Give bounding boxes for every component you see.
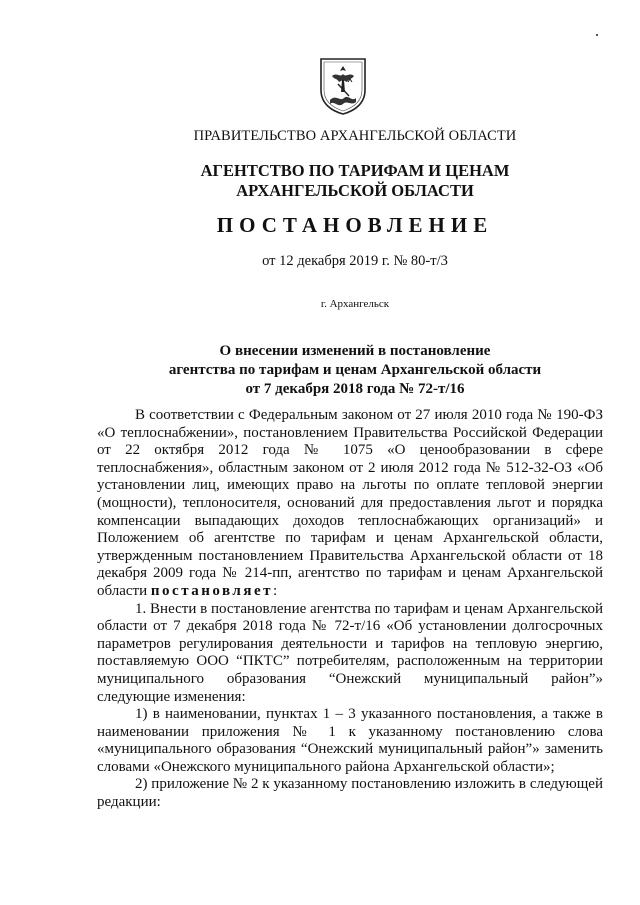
agency-name-line2: АРХАНГЕЛЬСКОЙ ОБЛАСТИ	[236, 181, 474, 200]
subitem-1-paragraph: 1) в наименовании, пунктах 1 – 3 указанного постановления, а также в наименовании приложения № 1 к указанному постановлению слова «муниципального образования “Онежский муниципальный район”» заменить словами «Онежского муниципального района Архангельской области»;	[97, 706, 603, 775]
item-1-paragraph: 1. Внести в постановление агентства по тарифам и ценам Архангельской области от 7 декабря 2018 года № 72-т/16 «Об установлении долгосрочных параметров регулирования деятельности и тарифов на тепловую энергию, поставляемую ООО “ПКТС” потребителям, расположенным на территории муниципального образования “Онежский муниципальный район”» следующие изменения:	[97, 600, 603, 705]
document-date-number: от 12 декабря 2019 г. № 80-т/3	[262, 253, 448, 269]
subject-line1: О внесении изменений в постановление	[219, 343, 491, 359]
preamble-paragraph	[97, 407, 603, 601]
document-type: ПОСТАНОВЛЕНИЕ	[216, 213, 494, 237]
subject-line3: от 7 декабря 2018 года № 72-т/16	[245, 381, 465, 397]
coat-of-arms-icon	[318, 56, 368, 116]
subitem-2-paragraph: 2) приложение № 2 к указанному постановлению изложить в следующей редакции:	[97, 776, 603, 811]
decrees-word: постановляет	[150, 582, 273, 599]
subject-line2: агентства по тарифам и ценам Архангельской области	[168, 362, 542, 378]
agency-name-line1: АГЕНТСТВО ПО ТАРИФАМ И ЦЕНАМ	[200, 161, 510, 180]
document-city: г. Архангельск	[320, 298, 390, 310]
government-name: ПРАВИТЕЛЬСТВО АРХАНГЕЛЬСКОЙ ОБЛАСТИ	[193, 128, 517, 144]
document-subject	[60, 342, 640, 399]
preamble-colon: :	[273, 582, 278, 599]
preamble-text: В соответствии с Федеральным законом от 27 июля 2010 года № 190-ФЗ «О теплоснабжении», постановлением Правительства Российской Федерации от 22 октября 2012 года № 1075 «О ценообразовании в сфере теплоснабжения», областным законом от 2 июля 2012 года № 512-32-ОЗ «Об установлении лиц, имеющих право на льготы по оплате тепловой энергии (мощности), теплоносителя, оснований для предоставления льгот и порядка компенсации выпадающих доходов теплоснабжающих организаций» и Положением об агентстве по тарифам и ценам Архангельской области, утвержденным постановлением Правительства Архангельской области от 18 декабря 2009 года № 214-пп, агентство по тарифам и ценам Архангельской области	[97, 407, 603, 599]
document-body	[97, 407, 603, 812]
scan-dot	[596, 34, 598, 36]
agency-name	[60, 161, 640, 201]
